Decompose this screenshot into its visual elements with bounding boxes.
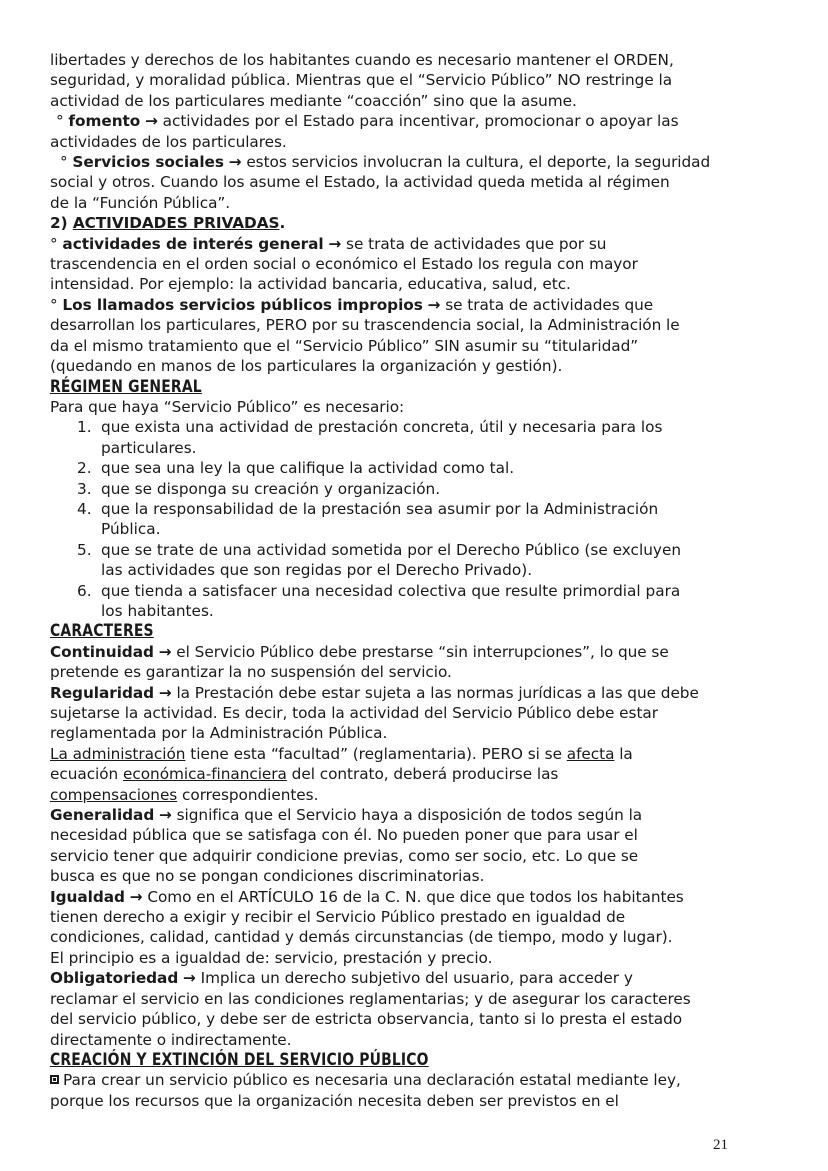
arrow-icon: →: [145, 112, 158, 131]
list-text: que se trate de una actividad sometida por el Derecho Público (se excluyen: [101, 540, 682, 559]
list-item: [50, 458, 780, 478]
heading-caracteres: CARACTERES: [50, 621, 154, 642]
page-number: 21: [713, 1137, 728, 1153]
term-obligatoriedad: Obligatoriedad: [50, 969, 179, 988]
square-bullet-icon: [50, 1075, 59, 1084]
intro-line: actividad de los particulares mediante “coacción” sino que la asume.: [50, 91, 577, 110]
administracion-paragraph: [50, 744, 780, 764]
list-item: [50, 499, 780, 540]
section-title: ACTIVIDADES PRIVADAS: [72, 214, 280, 233]
sociales-line: social y otros. Cuando los asume el Estado, la actividad queda metida al régimen: [50, 173, 670, 192]
sociales-line: de la “Función Pública”.: [50, 193, 231, 212]
list-text: que tienda a satisfacer una necesidad colectiva que resulte primordial para: [101, 581, 681, 600]
obligatoriedad-paragraph: [50, 968, 780, 988]
regularidad-line: reglamentada por la Administración Pública.: [50, 724, 388, 743]
list-text: particulares.: [101, 438, 197, 457]
bullet-degree: °: [56, 112, 64, 131]
regularidad-paragraph: [50, 683, 780, 703]
arrow-icon: →: [158, 683, 172, 702]
section-number: 2): [50, 214, 68, 233]
regimen-list: [50, 417, 780, 621]
list-item: [50, 417, 780, 458]
list-item: [50, 540, 780, 581]
bullet-degree: °: [60, 153, 68, 172]
fomento-text: actividades por el Estado para incentivar, promocionar o apoyar las: [162, 112, 679, 131]
arrow-icon: →: [328, 234, 342, 253]
list-text: que se disponga su creación y organización.: [101, 479, 441, 498]
administracion-text: correspondientes.: [177, 785, 319, 804]
continuidad-text: el Servicio Público debe prestarse “sin interrupciones”, lo que se: [176, 642, 669, 661]
interes-line: intensidad. Por ejemplo: la actividad bancaria, educativa, salud, etc.: [50, 275, 571, 294]
arrow-icon: →: [159, 806, 172, 825]
obligatoriedad-text: Implica un derecho subjetivo del usuario, para acceder y: [195, 969, 633, 988]
igualdad-line: El principio es a igualdad de: servicio, prestación y precio.: [50, 948, 493, 967]
administracion-text: ecuación: [50, 765, 124, 784]
creacion-text: Para crear un servicio público es necesaria una declaración estatal mediante ley,: [63, 1071, 681, 1090]
interes-line: trascendencia en el orden social o económico el Estado los regula con mayor: [50, 255, 638, 274]
impropios-line: (quedando en manos de los particulares la organización y gestión).: [50, 357, 563, 376]
regularidad-line: sujetarse la actividad. Es decir, toda la actividad del Servicio Público debe estar: [50, 704, 658, 722]
obligatoriedad-line: reclamar el servicio en las condiciones reglamentarias; y de asegurar los caracteres: [50, 989, 691, 1008]
sociales-text: estos servicios involucran la cultura, el deporte, la seguridad: [246, 153, 711, 172]
administracion-line: [50, 764, 780, 784]
administracion-text: la: [614, 744, 633, 763]
impropios-paragraph: [50, 295, 780, 315]
list-text: que sea una ley la que califique la actividad como tal.: [101, 459, 515, 478]
list-item: [50, 479, 780, 499]
section-actividades-privadas: [50, 213, 780, 233]
continuidad-paragraph: [50, 642, 780, 662]
section-dot: .: [279, 214, 286, 233]
generalidad-text: significa que el Servicio haya a disposición de todos según la: [176, 806, 643, 825]
administracion-text: del contrato, deberá producirse las: [286, 765, 559, 784]
sociales-paragraph: [50, 152, 780, 172]
term-servicios-sociales: Servicios sociales: [72, 153, 224, 172]
impropios-line: da el mismo tratamiento que el “Servicio Público” SIN asumir su “titularidad”: [50, 336, 639, 355]
underlined-term: afecta: [566, 744, 615, 763]
regularidad-text: la Prestación debe estar sujeta a las normas jurídicas a las que debe: [176, 683, 699, 702]
list-number: 5.: [77, 540, 92, 559]
generalidad-line: busca es que no se pongan condiciones discriminatorias.: [50, 867, 485, 886]
arrow-icon: →: [158, 642, 172, 661]
term-interes-general: actividades de interés general: [62, 234, 324, 253]
igualdad-line: tienen derecho a exigir y recibir el Servicio Público prestado en igualdad de: [50, 908, 626, 927]
term-igualdad: Igualdad: [50, 887, 125, 906]
creacion-paragraph: [50, 1070, 780, 1090]
underlined-term: económica-financiera: [123, 765, 287, 784]
list-text: que la responsabilidad de la prestación sea asumir por la Administración: [101, 499, 659, 518]
regimen-lead: Para que haya “Servicio Público” es necesario:: [50, 397, 405, 416]
bullet-degree: °: [50, 295, 58, 314]
interes-paragraph: [50, 234, 780, 254]
term-regularidad: Regularidad: [50, 683, 155, 702]
creacion-line: porque los recursos que la organización necesita deben ser previstos en el: [50, 1091, 619, 1110]
list-number: 1.: [77, 418, 92, 437]
administracion-line: [50, 785, 780, 805]
list-number: 4.: [77, 499, 92, 518]
intro-line: libertades y derechos de los habitantes cuando es necesario mantener el ORDEN,: [50, 51, 674, 69]
list-text: que exista una actividad de prestación concreta, útil y necesaria para los: [101, 418, 663, 437]
term-continuidad: Continuidad: [50, 642, 154, 661]
fomento-line: actividades de los particulares.: [50, 132, 287, 151]
bullet-degree: °: [50, 234, 58, 253]
document-page: [50, 50, 780, 1111]
obligatoriedad-line: directamente o indirectamente.: [50, 1030, 292, 1049]
generalidad-paragraph: [50, 805, 780, 825]
administracion-text: tiene esta “facultad” (reglamentaria). PERO si se: [185, 744, 567, 763]
list-number: 3.: [77, 479, 92, 498]
arrow-icon: →: [129, 887, 143, 906]
list-number: 2.: [77, 459, 92, 478]
igualdad-text: Como en el ARTÍCULO 16 de la C. N. que dice que todos los habitantes: [147, 887, 684, 906]
generalidad-line: servicio tener que adquirir condicione previas, como ser socio, etc. Lo que se: [50, 846, 639, 865]
obligatoriedad-line: del servicio público, y debe ser de estricta observancia, tanto si lo presta el estado: [50, 1010, 683, 1029]
term-fomento: fomento: [68, 112, 141, 131]
intro-line: seguridad, y moralidad pública. Mientras que el “Servicio Público” NO restringe la: [50, 71, 673, 90]
heading-regimen-general: RÉGIMEN GENERAL: [50, 376, 202, 397]
heading-creacion-extincion: CREACIÓN Y EXTINCIÓN DEL SERVICIO PÚBLICO: [50, 1049, 429, 1070]
igualdad-paragraph: [50, 887, 780, 907]
list-text: Pública.: [101, 520, 161, 539]
fomento-paragraph: [50, 111, 780, 131]
list-text: las actividades que son regidas por el Derecho Privado).: [101, 561, 533, 580]
underlined-term: La administración: [50, 744, 186, 763]
generalidad-line: necesidad pública que se satisfaga con él. No pueden poner que para usar el: [50, 826, 638, 845]
impropios-line: desarrollan los particulares, PERO por su trascendencia social, la Administración le: [50, 316, 680, 335]
underlined-term: compensaciones: [50, 785, 178, 804]
arrow-icon: →: [228, 153, 242, 172]
term-servicios-impropios: Los llamados servicios públicos impropios: [62, 295, 423, 314]
interes-text: se trata de actividades que por su: [346, 234, 607, 253]
term-generalidad: Generalidad: [50, 806, 155, 825]
list-number: 6.: [77, 581, 92, 600]
list-item: [50, 581, 780, 622]
arrow-icon: →: [183, 969, 196, 988]
list-text: los habitantes.: [101, 601, 214, 620]
igualdad-line: condiciones, calidad, cantidad y demás circunstancias (de tiempo, modo y lugar).: [50, 928, 673, 947]
continuidad-line: pretende es garantizar la no suspensión del servicio.: [50, 663, 452, 682]
impropios-text: se trata de actividades que: [445, 295, 654, 314]
arrow-icon: →: [427, 295, 441, 314]
